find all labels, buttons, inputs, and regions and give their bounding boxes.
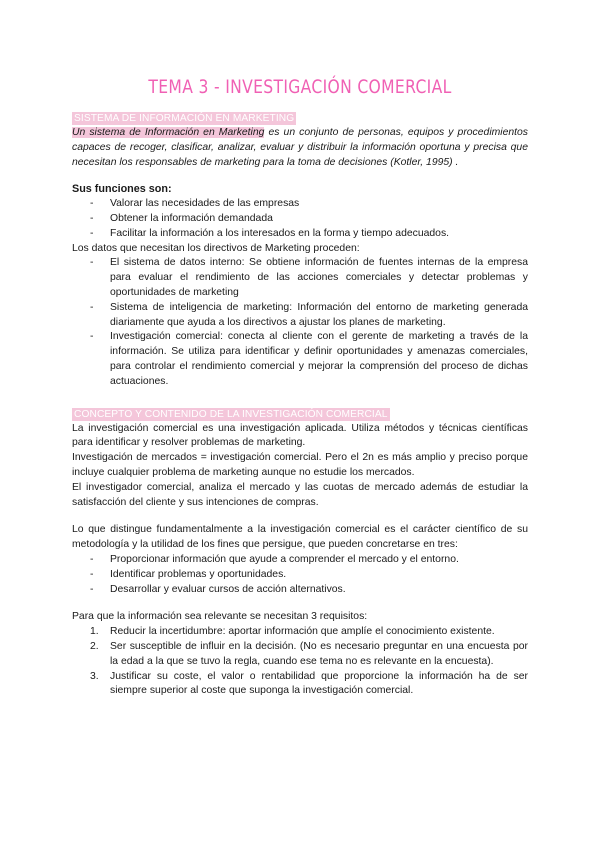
list-item: - Desarrollar y evaluar cursos de acción alternativos.	[90, 583, 528, 598]
paragraph: Lo que distingue fundamentalmente a la investigación comercial es el carácter científico de su metodología y la utilidad de los fines que persigue, que pueden concretarse en tres:	[72, 524, 528, 551]
requirements-list	[72, 625, 528, 699]
intro-paragraph	[72, 126, 528, 170]
list-item: - Valorar las necesidades de las empresas	[90, 197, 528, 212]
list-number: 2.	[90, 640, 99, 652]
functions-label: Sus funciones son:	[72, 183, 172, 196]
intro-rest: es un conjunto de personas, equipos y procedimientos capaces de recoger, clasificar, analizar, evaluar y distribuir la información oportuna y precisa que necesitan los responsables de marketing para la toma de decisiones (Kotler, 1995) .	[72, 127, 529, 168]
paragraph: La investigación comercial es una investigación aplicada. Utiliza métodos y técnicas científicas para identificar y resolver problemas de marketing.	[72, 422, 528, 449]
paragraph: El investigador comercial, analiza el mercado y las cuotas de mercado además de estudiar la satisfacción del cliente y sus intenciones de compras.	[72, 481, 528, 508]
list-item: - Proporcionar información que ayude a comprender el mercado y el entorno.	[90, 553, 528, 568]
list-item	[90, 670, 528, 700]
list-item	[90, 625, 528, 640]
list-item: - Identificar problemas y oportunidades.	[90, 568, 528, 583]
sources-list	[72, 256, 528, 389]
list-number: 3.	[90, 670, 99, 682]
list-item: - Investigación comercial: conecta al cliente con el gerente de marketing a través de la información. Se utiliza para identificar y definir oportunidades y amenazas comerciales, para controlar el rendimiento comercial y mejorar la comprensión del proceso de dichas actuaciones.	[90, 330, 528, 389]
page-title: TEMA 3 - INVESTIGACIÓN COMERCIAL	[148, 76, 452, 98]
section-heading-concepto: CONCEPTO Y CONTENIDO DE LA INVESTIGACIÓN COMERCIAL	[74, 408, 388, 420]
list-number: 1.	[90, 626, 99, 638]
list-text: Justificar su coste, el valor o rentabilidad que proporcione la información ha de ser siempre superior al coste que suponga la investigación comercial.	[110, 670, 528, 697]
list-item	[90, 640, 528, 670]
purposes-list	[72, 553, 528, 597]
paragraph: Investigación de mercados = investigación comercial. Pero el 2n es más amplio y preciso porque incluye cualquier problema de marketing aunque no estudie los mercados.	[72, 452, 528, 478]
document-page	[72, 76, 528, 699]
list-item: - Sistema de inteligencia de marketing: Información del entorno de marketing generada diariamente que ayuda a los directivos a ajustar los planes de marketing.	[90, 301, 528, 331]
list-item: - Facilitar la información a los interesados en la forma y tiempo adecuados.	[90, 227, 528, 242]
list-text: Reducir la incertidumbre: aportar información que amplíe el conocimiento existente.	[110, 626, 495, 638]
list-item: - El sistema de datos interno: Se obtiene información de fuentes internas de la empresa para evaluar el rendimiento de las acciones comerciales y detectar problemas y oportunidades de marketing	[90, 256, 528, 300]
intro-highlight: Un sistema de Información en Marketing	[72, 127, 265, 138]
list-text: Ser susceptible de influir en la decisión. (No es necesario preguntar en una encuesta por la edad a la que se tuvo la regla, cuando ese tema no es relevante en la encuesta).	[110, 640, 528, 667]
data-intro: Los datos que necesitan los directivos de Marketing proceden:	[72, 242, 360, 254]
paragraph: Para que la información sea relevante se necesitan 3 requisitos:	[72, 611, 368, 623]
list-item: - Obtener la información demandada	[90, 212, 528, 227]
section-heading-sistema: SISTEMA DE INFORMACIÓN EN MARKETING	[74, 113, 295, 124]
functions-list	[72, 197, 528, 241]
